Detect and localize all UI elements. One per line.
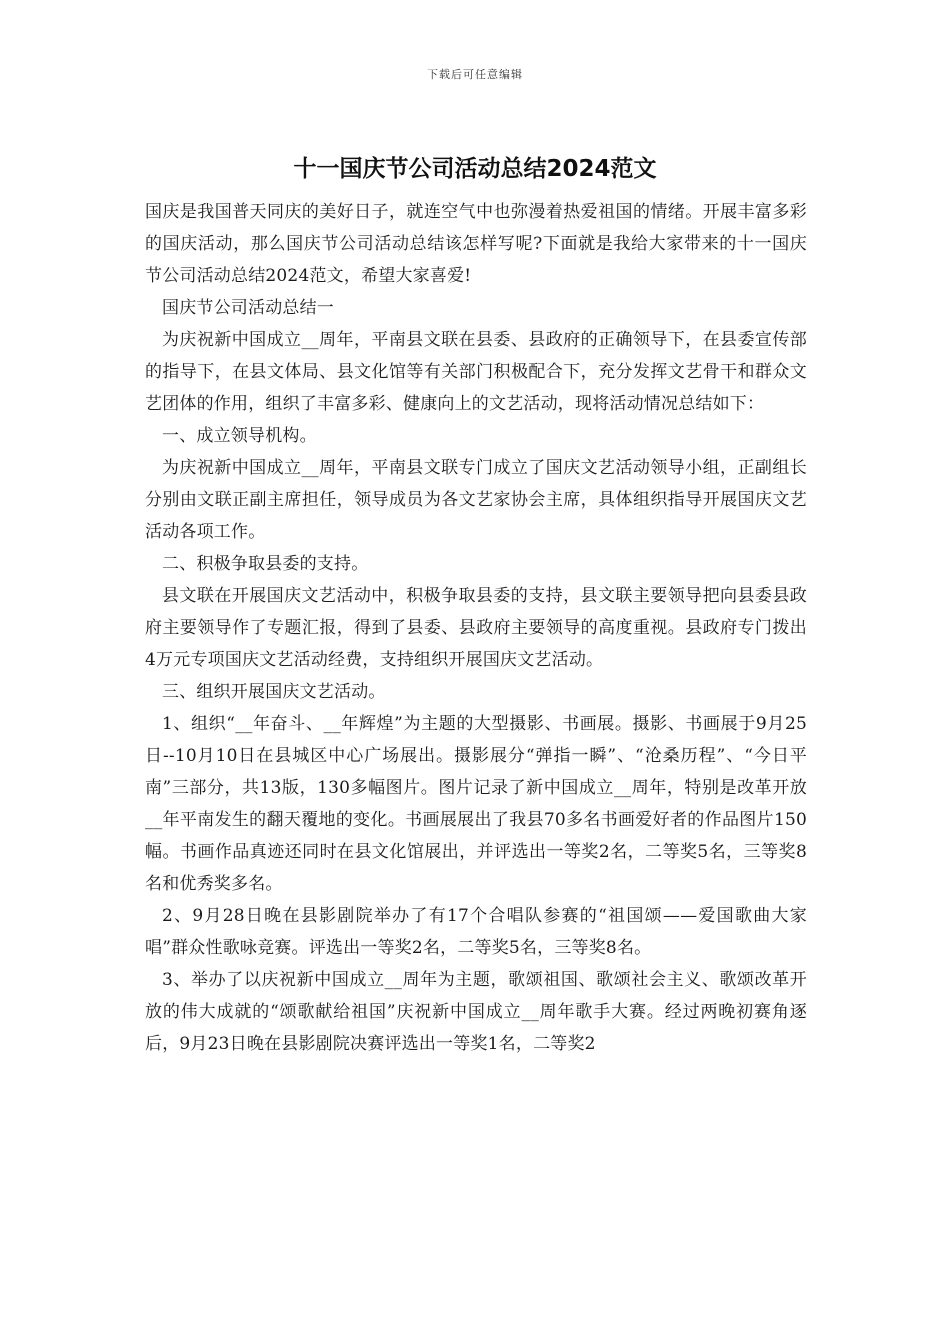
subsection-heading: 一、成立领导机构。 <box>162 426 317 446</box>
body-paragraph: 为庆祝新中国成立__周年，平南县文联在县委、县政府的正确领导下，在县委宣传部的指导下，在县文体局、县文化馆等有关部门积极配合下，充分发挥文艺骨干和群众文艺团体的作用，组织了丰富多彩、健康向上的文艺活动，现将活动情况总结如下： <box>145 330 807 414</box>
body-paragraph: 3、举办了以庆祝新中国成立__周年为主题，歌颂祖国、歌颂社会主义、歌颂改革开放的伟大成就的“颂歌献给祖国”庆祝新中国成立__周年歌手大赛。经过两晚初赛角逐后，9月23日晚在县影剧院决赛评选出一等奖1名，二等奖2 <box>145 970 807 1054</box>
body-paragraph: 为庆祝新中国成立__周年，平南县文联专门成立了国庆文艺活动领导小组，正副组长分别由文联正副主席担任，领导成员为各文艺家协会主席，具体组织指导开展国庆文艺活动各项工作。 <box>145 458 807 542</box>
section-heading: 国庆节公司活动总结一 <box>162 298 334 318</box>
subsection-heading: 二、积极争取县委的支持。 <box>162 554 369 574</box>
body-paragraph: 2、9月28日晚在县影剧院举办了有17个合唱队参赛的“祖国颂——爱国歌曲大家唱”群众性歌咏竞赛。评选出一等奖2名，二等奖5名，三等奖8名。 <box>145 906 807 958</box>
document-title: 十一国庆节公司活动总结2024范文 <box>293 156 657 182</box>
subsection-heading: 三、组织开展国庆文艺活动。 <box>162 682 386 702</box>
body-paragraph: 县文联在开展国庆文艺活动中，积极争取县委的支持，县文联主要领导把向县委县政府主要领导作了专题汇报，得到了县委、县政府主要领导的高度重视。县政府专门拨出4万元专项国庆文艺活动经费，支持组织开展国庆文艺活动。 <box>145 586 807 670</box>
body-paragraph: 1、组织“__年奋斗、__年辉煌”为主题的大型摄影、书画展。摄影、书画展于9月25日--10月10日在县城区中心广场展出。摄影展分“弹指一瞬”、“沧桑历程”、“今日平南”三部分，共13版，130多幅图片。图片记录了新中国成立__周年，特别是改革开放__年平南发生的翻天覆地的变化。书画展展出了我县70多名书画爱好者的作品图片150幅。书画作品真迹还同时在县文化馆展出，并评选出一等奖2名，二等奖5名，三等奖8名和优秀奖多名。 <box>145 714 807 894</box>
header-note: 下载后可任意编辑 <box>427 68 523 81</box>
intro-paragraph: 国庆是我国普天同庆的美好日子，就连空气中也弥漫着热爱祖国的情绪。开展丰富多彩的国庆活动，那么国庆节公司活动总结该怎样写呢?下面就是我给大家带来的十一国庆节公司活动总结2024范文，希望大家喜爱! <box>145 202 807 286</box>
document-body <box>145 196 807 1060</box>
